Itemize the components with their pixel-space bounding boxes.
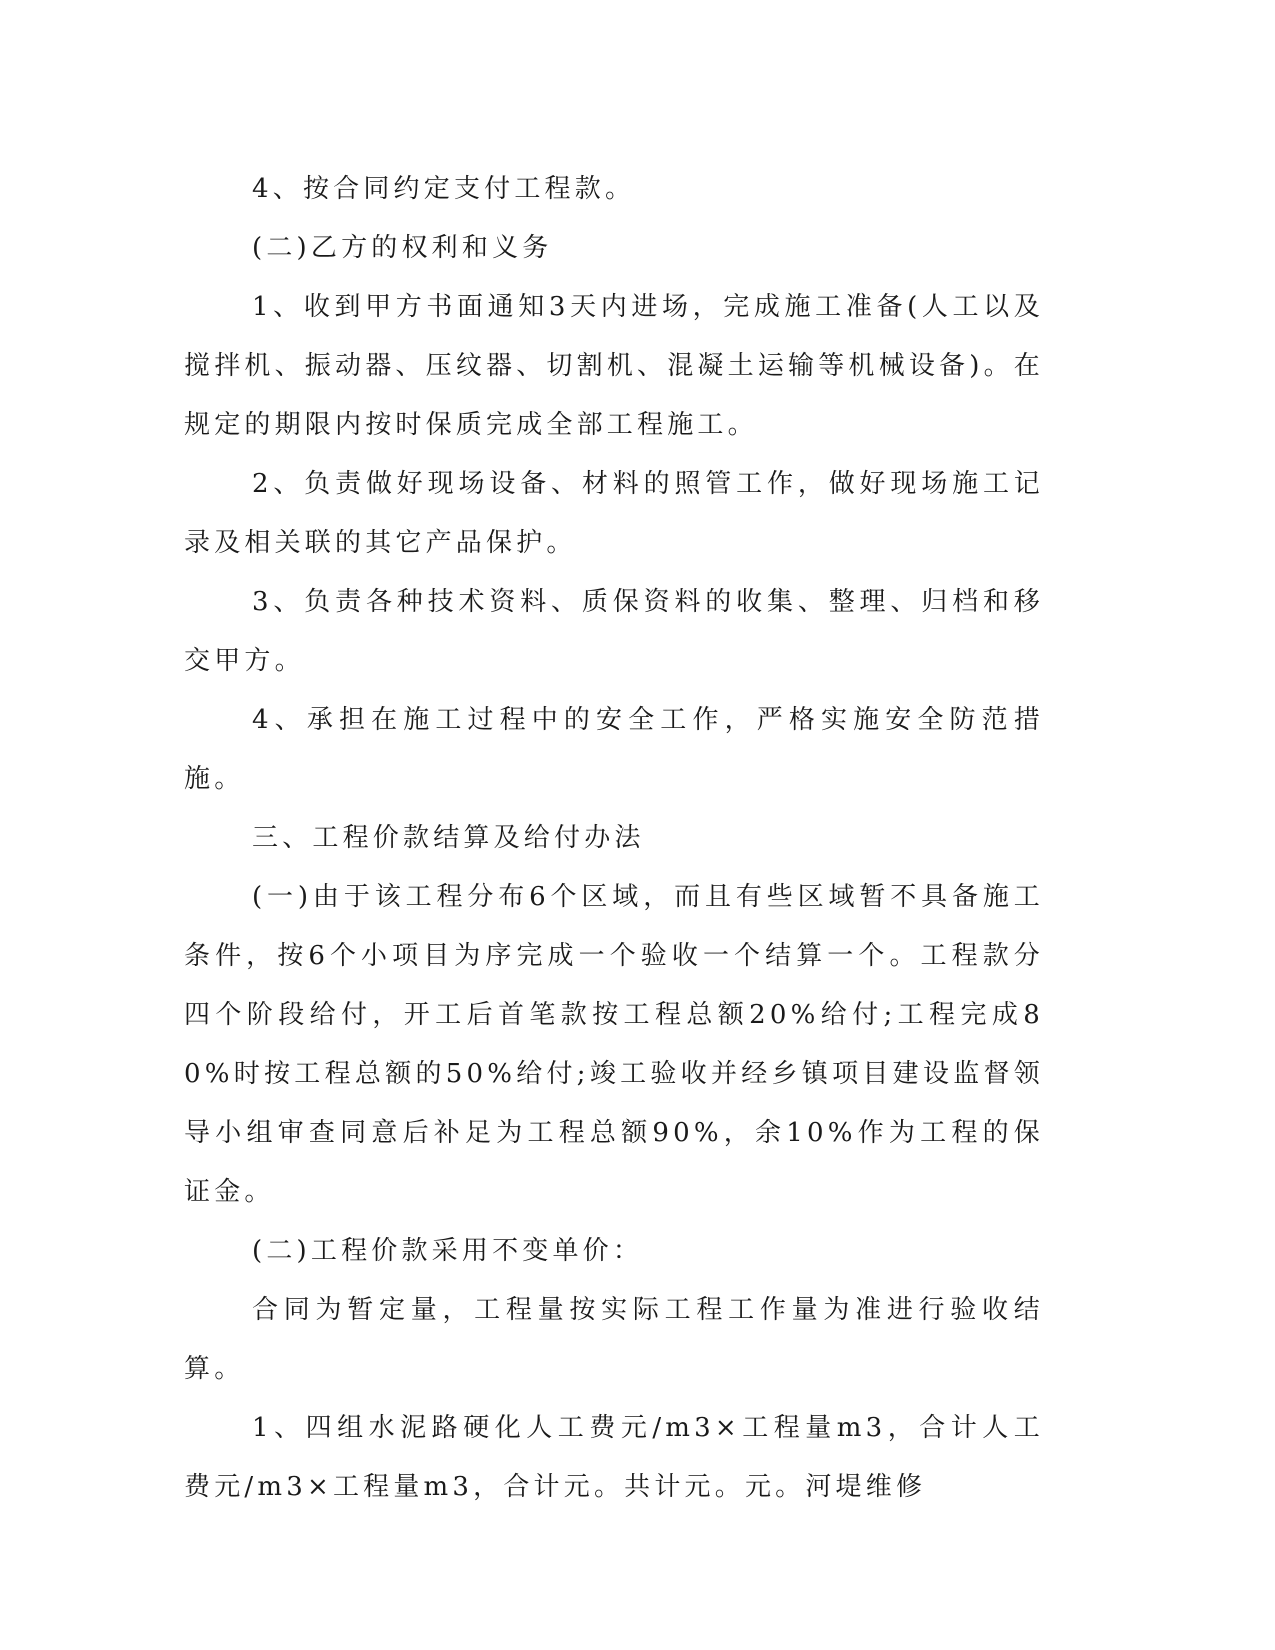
paragraph-documentation: 3、负责各种技术资料、质保资料的收集、整理、归档和移交甲方。 [184,587,1044,676]
section-heading-settlement: 三、工程价款结算及给付办法 [252,823,645,853]
paragraph-site-entry: 1、收到甲方书面通知3天内进场，完成施工准备(人工以及搅拌机、振动器、压纹器、切割机、混凝土运输等机械设备)。在规定的期限内按时保质完成全部工程施工。 [184,292,1044,440]
paragraph-payment-duty: 4、按合同约定支付工程款。 [252,174,636,204]
section-heading-unit-price: (二)工程价款采用不变单价： [252,1236,644,1266]
paragraph-labor-cost: 1、四组水泥路硬化人工费元/m3×工程量m3，合计人工费元/m3×工程量m3，合计元。共计元。元。河堤维修 [184,1413,1044,1502]
paragraph-safety: 4、承担在施工过程中的安全工作，严格实施安全防范措施。 [184,705,1044,794]
paragraph-site-care: 2、负责做好现场设备、材料的照管工作，做好现场施工记录及相关联的其它产品保护。 [184,469,1044,558]
paragraph-payment-stages: (一)由于该工程分布6个区域，而且有些区域暂不具备施工条件，按6个小项目为序完成一个验收一个结算一个。工程款分四个阶段给付，开工后首笔款按工程总额20%给付;工程完成80%时按工程总额的50%给付;竣工验收并经乡镇项目建设监督领导小组审查同意后补足为工程总额90%，余10%作为工程的保证金。 [184,882,1044,1207]
document-body [184,160,1044,1517]
section-heading-party-b-rights: (二)乙方的权利和义务 [252,233,553,263]
paragraph-provisional-quantity: 合同为暂定量，工程量按实际工程工作量为准进行验收结算。 [184,1295,1044,1384]
